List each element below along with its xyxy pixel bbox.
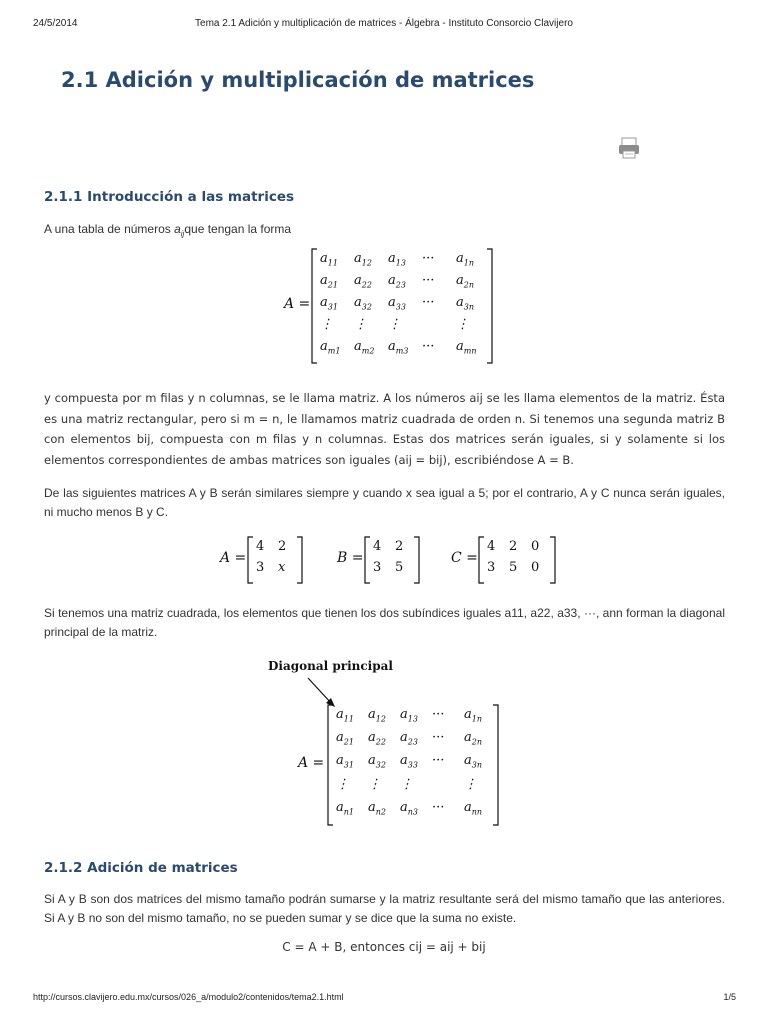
matrix-cell: 4 (256, 539, 265, 554)
matrix-cell: $a_{21}$ (320, 273, 338, 290)
matrix-cell: $a_{21}$ (336, 730, 354, 747)
matrix-label: A = (220, 550, 247, 566)
matrix-cell: ··· (422, 273, 435, 288)
matrix-cell: ⋮ (336, 776, 349, 792)
matrix-cell: $a_{m2}$ (354, 339, 375, 356)
matrix-cell: ⋮ (320, 317, 333, 332)
matrix-bracket (493, 705, 498, 825)
matrix-cell: ⋮ (456, 317, 469, 332)
matrix-bracket (297, 537, 302, 583)
matrix-cell: $a_{13}$ (388, 251, 406, 268)
matrix-cell: 4 (373, 539, 382, 554)
matrix-cell: $a_{22}$ (368, 730, 386, 747)
matrix-cell: $a_{32}$ (354, 295, 372, 312)
intro-paragraph-3: De las siguientes matrices A y B serán similares siempre y cuando x sea igual a 5; por el contrario, A y C nunca serán iguales, ni mucho menos B y C. (44, 486, 725, 519)
matrix-cell: ⋮ (388, 317, 401, 332)
section-heading-addition: 2.1.2 Adición de matrices (44, 860, 238, 876)
addition-equation: C = A + B, entonces cij = aij + bij (282, 940, 486, 954)
matrix-cell: ··· (432, 730, 445, 746)
matrix-cell: $a_{33}$ (400, 753, 418, 770)
matrix-cell: ··· (422, 295, 435, 310)
page-url: http://cursos.clavijero.edu.mx/cursos/026_a/modulo2/contenidos/tema2.1.html (33, 992, 344, 1002)
matrix-cell: 0 (531, 560, 540, 575)
page-title: 2.1 Adición y multiplicación de matrices (61, 68, 535, 92)
matrix-cell: ··· (422, 251, 435, 266)
matrix-cell: 2 (509, 539, 518, 554)
matrix-bracket (248, 537, 253, 583)
matrix-bracket (414, 537, 419, 583)
matrix-cell: $a_{22}$ (354, 273, 372, 290)
matrix-bracket (312, 249, 317, 363)
intro-paragraph-2: y compuesta por m filas y n columnas, se le llama matriz. A los números aij se les llama elementos de la matriz. Ésta es una matriz rectangular, pero si m = n, le llamamos matriz cuadrada de orden n. Si tenemos una segunda matriz B con elementos bij, compuesta con m filas y n columnas. Estas dos matrices serán iguales, si y solamente si los elementos correspondientes de ambas matrices son iguales (aij = bij), escribiéndose A = B. (44, 391, 725, 467)
matrix-bracket (550, 537, 555, 583)
matrix-cell: $a_{1n}$ (464, 707, 483, 724)
matrix-cell: $a_{mn}$ (456, 339, 477, 356)
matrix-label: A = (298, 755, 325, 771)
matrix-cell: $a_{n1}$ (336, 799, 355, 817)
matrix-cell: 3 (373, 560, 382, 575)
matrix-cell: ··· (432, 707, 445, 722)
matrix-cell: $a_{nn}$ (464, 799, 483, 817)
matrix-cell: $a_{12}$ (368, 707, 386, 724)
matrix-cell: $a_{2n}$ (464, 730, 483, 747)
intro-paragraph-4: Si tenemos una matriz cuadrada, los elementos que tienen los dos subíndices iguales a11, a22, a33, ···, ann forman la diagonal principal de la matriz. (44, 606, 725, 639)
matrix-cell: $a_{11}$ (320, 251, 338, 268)
matrix-cell: ⋮ (354, 317, 367, 332)
matrix-bracket (479, 537, 484, 583)
matrix-cell: $a_{31}$ (320, 295, 338, 312)
section-heading-intro: 2.1.1 Introducción a las matrices (44, 189, 295, 205)
matrix-cell: $a_{23}$ (388, 273, 406, 290)
general-matrix-figure (284, 248, 484, 366)
matrix-cell: $a_{32}$ (368, 753, 386, 770)
matrix-cell: $a_{3n}$ (456, 295, 475, 312)
matrix-label: A = (284, 296, 311, 312)
matrix-cell: 5 (509, 560, 518, 575)
matrix-cell: $a_{2n}$ (456, 273, 475, 290)
matrix-cell: ··· (432, 753, 445, 769)
matrix-C-figure (451, 536, 561, 586)
matrix-bracket (487, 249, 492, 363)
matrix-A-figure (220, 536, 310, 586)
matrix-cell: $a_{23}$ (400, 730, 418, 747)
matrix-cell: ··· (422, 339, 435, 354)
matrix-brackets (451, 536, 561, 584)
matrix-cell: $a_{33}$ (388, 295, 406, 312)
matrix-cell: 3 (487, 560, 496, 575)
matrix-cell: ⋮ (368, 776, 381, 792)
matrix-cell: $a_{n3}$ (400, 799, 419, 817)
printer-icon[interactable] (617, 136, 641, 160)
matrix-cell: x (278, 560, 286, 575)
addition-paragraph-1: Si A y B son dos matrices del mismo tamaño podrán sumarse y la matriz resultante será del mismo tamaño que las anteriores. Si A y B no son del mismo tamaño, no se pueden sumar y se dice que la suma no existe. (44, 892, 725, 925)
matrix-bracket (365, 537, 370, 583)
matrix-cell: $a_{n2}$ (368, 799, 387, 817)
matrix-cell: $a_{3n}$ (464, 753, 483, 770)
matrix-cell: 5 (395, 560, 404, 575)
matrix-cell: 3 (256, 560, 265, 575)
matrix-cell: ··· (432, 799, 445, 815)
matrix-cell: 2 (395, 539, 404, 554)
print-title: Tema 2.1 Adición y multiplicación de matrices - Álgebra - Instituto Consorcio Clavijero (195, 18, 573, 29)
matrix-bracket (328, 705, 333, 825)
matrix-cell: $a_{1n}$ (456, 251, 475, 268)
matrix-label: B = (337, 550, 364, 566)
page-number: 1/5 (723, 992, 736, 1002)
matrix-cell: $a_{m1}$ (320, 339, 341, 356)
matrix-cell: 2 (278, 539, 287, 554)
matrix-cell: $a_{12}$ (354, 251, 372, 268)
print-date: 24/5/2014 (33, 18, 78, 29)
diagonal-principal-label: Diagonal principal (268, 659, 393, 673)
matrix-B-figure (337, 536, 427, 586)
matrix-cell: 0 (531, 539, 540, 554)
matrix-cell: $a_{m3}$ (388, 339, 409, 356)
matrix-cell: 4 (487, 539, 496, 554)
intro-paragraph-1: A una tabla de números $a_{ij}que$ tengan la forma (44, 222, 292, 239)
matrix-cell: ⋮ (400, 776, 413, 792)
diagonal-matrix-figure (298, 704, 498, 828)
matrix-cell: $a_{13}$ (400, 707, 418, 724)
matrix-cell: $a_{31}$ (336, 753, 354, 770)
matrix-label: C = (451, 550, 478, 566)
matrix-cell: ⋮ (464, 776, 477, 792)
matrix-cell: $a_{11}$ (336, 707, 354, 724)
